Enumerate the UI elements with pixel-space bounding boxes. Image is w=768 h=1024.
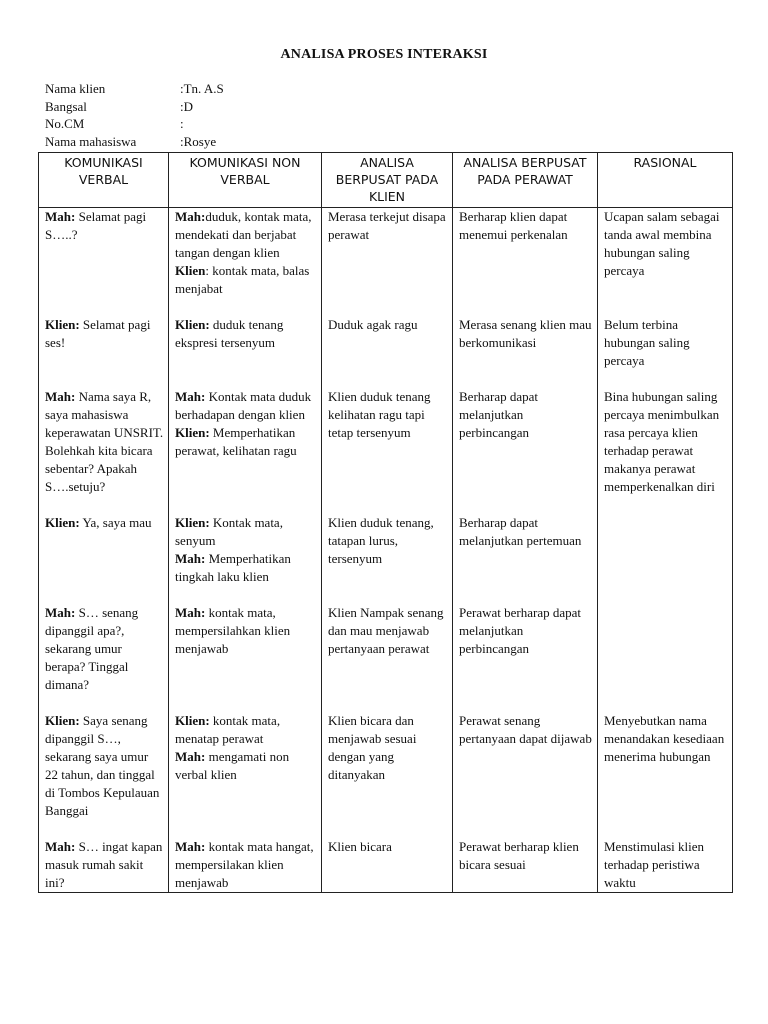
cell-rasional bbox=[598, 604, 733, 712]
utterance-text: kontak mata, menatap perawat bbox=[175, 713, 281, 746]
speaker-label: Mah: bbox=[45, 605, 76, 620]
utterance bbox=[175, 550, 317, 586]
speaker-label: Mah: bbox=[45, 839, 76, 854]
speaker-label: Klien: bbox=[45, 317, 80, 332]
cell-analisa-klien: Klien bicara bbox=[322, 838, 453, 893]
utterance-text: Memperhatikan perawat, kelihatan ragu bbox=[175, 425, 297, 458]
utterance bbox=[175, 316, 317, 352]
utterance-text: : kontak mata, balas menjabat bbox=[175, 263, 310, 296]
table-row bbox=[39, 208, 733, 317]
table-header-row bbox=[39, 153, 733, 208]
utterance bbox=[175, 514, 317, 550]
cell-komunikasi-verbal bbox=[39, 514, 169, 604]
utterance-text: kontak mata, mempersilahkan klien menjawab bbox=[175, 605, 291, 656]
header-analisa-perawat: ANALISA BERPUSAT PADA PERAWAT bbox=[453, 153, 598, 208]
speaker-label: Mah: bbox=[175, 605, 206, 620]
utterance bbox=[45, 514, 164, 532]
table-row bbox=[39, 604, 733, 712]
header-komunikasi-non-verbal: KOMUNIKASI NON VERBAL bbox=[169, 153, 322, 208]
cell-rasional: Menyebutkan nama menandakan kesediaan menerima hubungan bbox=[598, 712, 733, 838]
cell-analisa-klien: Klien Nampak senang dan mau menjawab pertanyaan perawat bbox=[322, 604, 453, 712]
utterance-text: S… ingat kapan masuk rumah sakit ini? bbox=[45, 839, 163, 890]
cell-komunikasi-verbal bbox=[39, 838, 169, 893]
table-row bbox=[39, 838, 733, 893]
utterance bbox=[45, 712, 164, 820]
info-label: Nama mahasiswa bbox=[45, 133, 137, 149]
utterance-text: duduk tenang ekspresi tersenyum bbox=[175, 317, 284, 350]
speaker-label: Mah: bbox=[45, 389, 76, 404]
utterance-text: Ya, saya mau bbox=[79, 515, 152, 530]
cell-analisa-klien: Duduk agak ragu bbox=[322, 316, 453, 388]
table-body bbox=[39, 208, 733, 893]
cell-analisa-perawat: Perawat berharap klien bicara sesuai bbox=[453, 838, 598, 893]
cell-komunikasi-verbal bbox=[39, 604, 169, 712]
speaker-label: Mah: bbox=[175, 749, 206, 764]
utterance-text: duduk, kontak mata, mendekati dan berjabat tangan dengan klien bbox=[175, 209, 312, 260]
speaker-label: Klien: bbox=[175, 713, 210, 728]
utterance-text: Selamat pagi S…..? bbox=[45, 209, 147, 242]
cell-rasional: Ucapan salam sebagai tanda awal membina hubungan saling percaya bbox=[598, 208, 733, 317]
cell-komunikasi-non-verbal bbox=[169, 208, 322, 317]
speaker-label: Mah: bbox=[45, 209, 76, 224]
utterance-text: Saya senang dipanggil S…, sekarang saya umur 22 tahun, dan tinggal di Tombos Kepulauan Banggai bbox=[45, 713, 160, 818]
cell-rasional: Belum terbina hubungan saling percaya bbox=[598, 316, 733, 388]
speaker-label: Mah: bbox=[175, 209, 206, 224]
info-value: :Tn. A.S bbox=[180, 81, 224, 96]
cell-analisa-perawat: Merasa senang klien mau berkomunikasi bbox=[453, 316, 598, 388]
table-row bbox=[39, 388, 733, 514]
utterance bbox=[45, 388, 164, 496]
cell-rasional: Bina hubungan saling percaya menimbulkan rasa percaya klien terhadap perawat makanya perawat memperkenalkan diri bbox=[598, 388, 733, 514]
patient-info bbox=[45, 80, 224, 150]
utterance bbox=[175, 208, 317, 262]
speaker-label: Mah: bbox=[175, 839, 206, 854]
utterance-text: Memperhatikan tingkah laku klien bbox=[175, 551, 291, 584]
info-row-no-cm bbox=[45, 115, 224, 133]
cell-rasional: Menstimulasi klien terhadap peristiwa waktu bbox=[598, 838, 733, 893]
speaker-label: Mah: bbox=[175, 389, 206, 404]
utterance bbox=[45, 604, 164, 694]
utterance-text: Kontak mata, senyum bbox=[175, 515, 283, 548]
cell-analisa-klien: Merasa terkejut disapa perawat bbox=[322, 208, 453, 317]
utterance bbox=[175, 388, 317, 424]
cell-analisa-perawat: Perawat berharap dapat melanjutkan perbincangan bbox=[453, 604, 598, 712]
utterance bbox=[45, 316, 164, 352]
speaker-label: Klien: bbox=[45, 515, 80, 530]
header-komunikasi-verbal: KOMUNIKASI VERBAL bbox=[39, 153, 169, 208]
cell-analisa-perawat: Berharap klien dapat menemui perkenalan bbox=[453, 208, 598, 317]
utterance-text: mengamati non verbal klien bbox=[175, 749, 290, 782]
cell-komunikasi-verbal bbox=[39, 208, 169, 317]
speaker-label: Klien: bbox=[175, 425, 210, 440]
utterance bbox=[175, 604, 317, 658]
table-row bbox=[39, 514, 733, 604]
info-label: No.CM bbox=[45, 116, 85, 131]
speaker-label: Klien: bbox=[45, 713, 80, 728]
cell-analisa-klien: Klien duduk tenang, tatapan lurus, tersenyum bbox=[322, 514, 453, 604]
utterance-text: S… senang dipanggil apa?, sekarang umur berapa? Tinggal dimana? bbox=[45, 605, 139, 692]
utterance bbox=[175, 424, 317, 460]
utterance bbox=[175, 838, 317, 892]
info-label: Bangsal bbox=[45, 98, 87, 114]
cell-komunikasi-verbal bbox=[39, 388, 169, 514]
utterance bbox=[45, 208, 164, 244]
header-analisa-klien: ANALISA BERPUSAT PADA KLIEN bbox=[322, 153, 453, 208]
cell-analisa-klien: Klien duduk tenang kelihatan ragu tapi tetap tersenyum bbox=[322, 388, 453, 514]
info-label: Nama klien bbox=[45, 81, 106, 96]
utterance-text: kontak mata hangat, mempersilakan klien menjawab bbox=[175, 839, 314, 890]
info-value: :Rosye bbox=[180, 133, 217, 149]
table-row bbox=[39, 712, 733, 838]
utterance bbox=[175, 712, 317, 748]
speaker-label: Mah: bbox=[175, 551, 206, 566]
speaker-label: Klien: bbox=[175, 317, 210, 332]
table-row bbox=[39, 316, 733, 388]
info-row-nama-klien bbox=[45, 80, 224, 98]
cell-analisa-perawat: Berharap dapat melanjutkan pertemuan bbox=[453, 514, 598, 604]
info-row-nama-mahasiswa bbox=[45, 133, 224, 151]
interaction-table bbox=[38, 152, 733, 893]
document-title: ANALISA PROSES INTERAKSI bbox=[280, 47, 488, 62]
utterance bbox=[45, 838, 164, 892]
info-value: :D bbox=[180, 98, 193, 114]
header-rasional: RASIONAL bbox=[598, 153, 733, 208]
speaker-label: Klien: bbox=[175, 515, 210, 530]
cell-komunikasi-non-verbal bbox=[169, 388, 322, 514]
utterance bbox=[175, 748, 317, 784]
cell-komunikasi-non-verbal bbox=[169, 712, 322, 838]
cell-komunikasi-non-verbal bbox=[169, 604, 322, 712]
cell-komunikasi-verbal bbox=[39, 316, 169, 388]
utterance bbox=[175, 262, 317, 298]
cell-rasional bbox=[598, 514, 733, 604]
utterance-text: Selamat pagi ses! bbox=[45, 317, 151, 350]
utterance-text: Nama saya R, saya mahasiswa keperawatan UNSRIT. Bolehkah kita bicara sebentar? Apakah S….setuju? bbox=[45, 389, 164, 494]
utterance-text: Kontak mata duduk berhadapan dengan klien bbox=[175, 389, 312, 422]
info-row-bangsal bbox=[45, 98, 224, 116]
speaker-label: Klien bbox=[175, 263, 206, 278]
info-value: : bbox=[180, 116, 184, 131]
cell-analisa-perawat: Berharap dapat melanjutkan perbincangan bbox=[453, 388, 598, 514]
cell-analisa-klien: Klien bicara dan menjawab sesuai dengan yang ditanyakan bbox=[322, 712, 453, 838]
cell-komunikasi-non-verbal bbox=[169, 316, 322, 388]
cell-komunikasi-non-verbal bbox=[169, 838, 322, 893]
cell-komunikasi-non-verbal bbox=[169, 514, 322, 604]
cell-analisa-perawat: Perawat senang pertanyaan dapat dijawab bbox=[453, 712, 598, 838]
cell-komunikasi-verbal bbox=[39, 712, 169, 838]
